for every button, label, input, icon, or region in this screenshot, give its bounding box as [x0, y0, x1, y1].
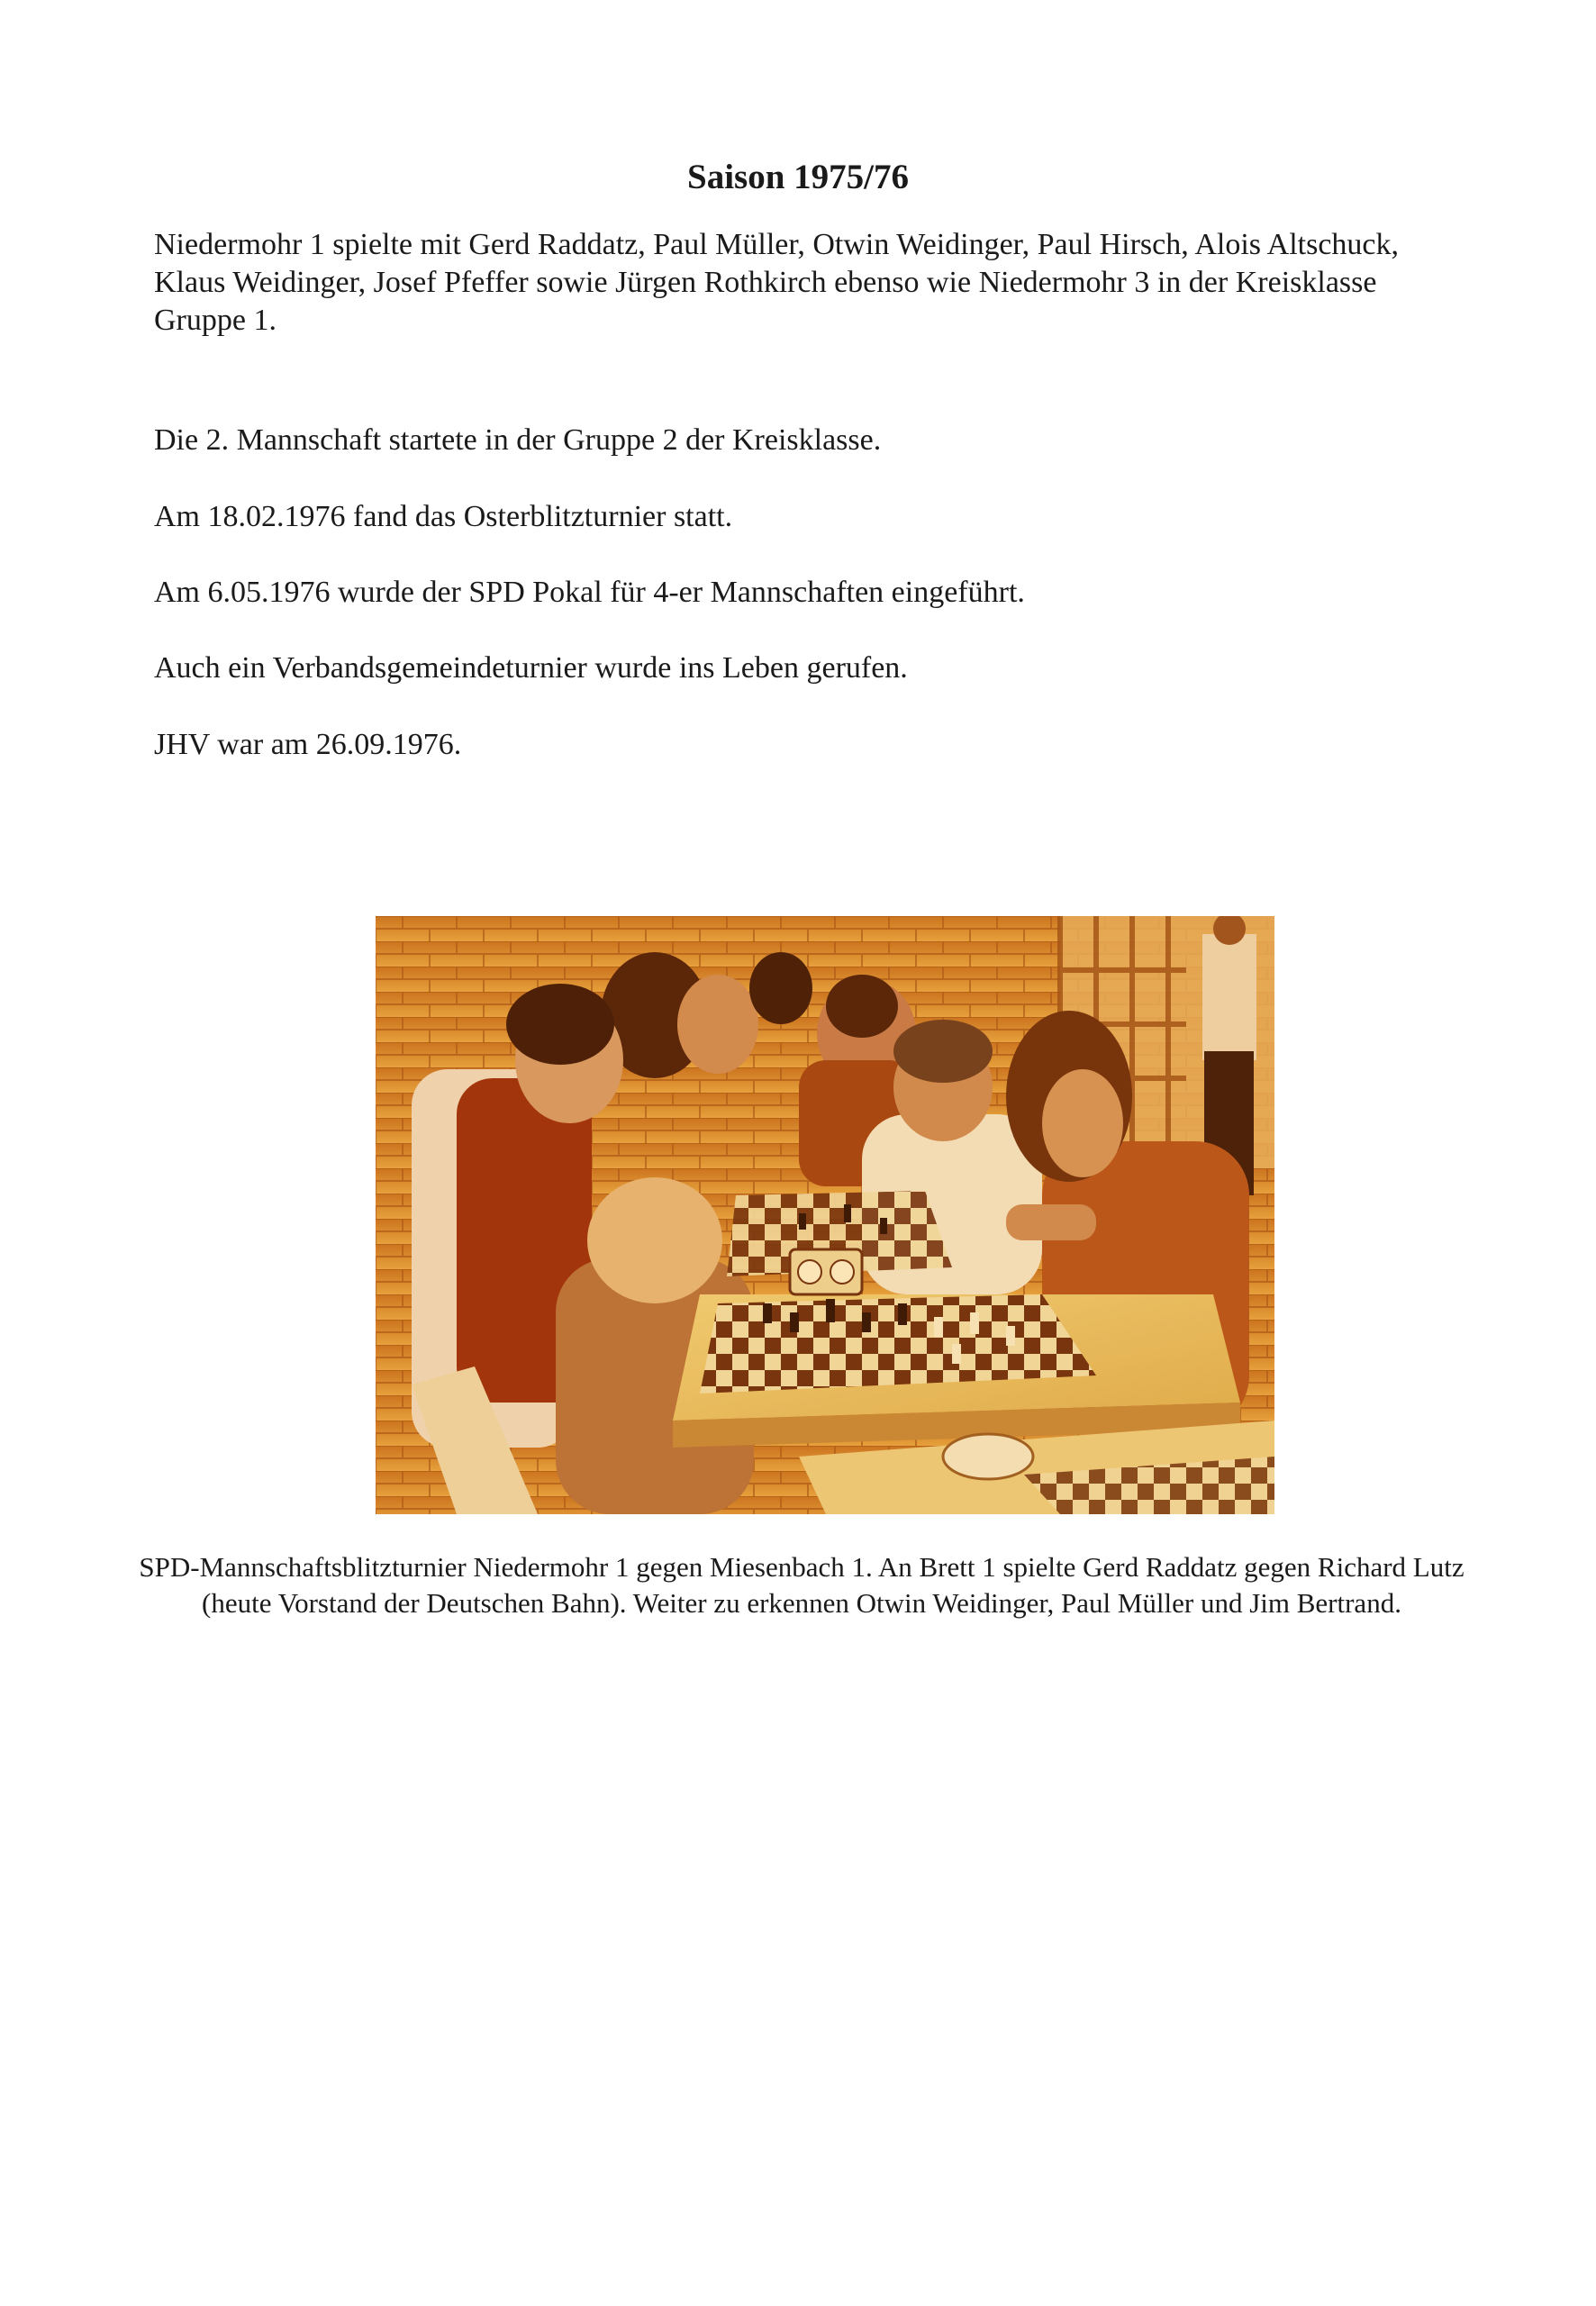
- paragraph-spd-pokal: Am 6.05.1976 wurde der SPD Pokal für 4-er Mannschaften eingeführt.: [154, 576, 1025, 609]
- chess-tournament-photo: [376, 916, 1274, 1514]
- paragraph-team-1: Niedermohr 1 spielte mit Gerd Raddatz, Paul Müller, Otwin Weidinger, Paul Hirsch, Alois Altschuck, Klaus Weidinger, Josef Pfeffer sowie Jürgen Rothkirch ebenso wie Niedermohr 3 in der Kreisklasse Gruppe 1.: [154, 228, 1400, 337]
- photo-caption: SPD-Mannschaftsblitzturnier Niedermohr 1 gegen Miesenbach 1. An Brett 1 spielte Gerd Raddatz gegen Richard Lutz (heute Vorstand der Deutschen Bahn). Weiter zu erkennen Otwin Weidinger, Paul Müller und Jim Bertrand.: [139, 1551, 1465, 1619]
- paragraph-osterblitz: Am 18.02.1976 fand das Osterblitzturnier statt.: [154, 500, 733, 533]
- photo-illustration: [376, 916, 1274, 1514]
- paragraph-jhv: JHV war am 26.09.1976.: [154, 728, 462, 761]
- paragraph-team-2: Die 2. Mannschaft startete in der Gruppe 2 der Kreisklasse.: [154, 423, 882, 457]
- paragraph-verbandsgemeinde: Auch ein Verbandsgemeindeturnier wurde ins Leben gerufen.: [154, 651, 908, 685]
- page-title: Saison 1975/76: [687, 158, 909, 196]
